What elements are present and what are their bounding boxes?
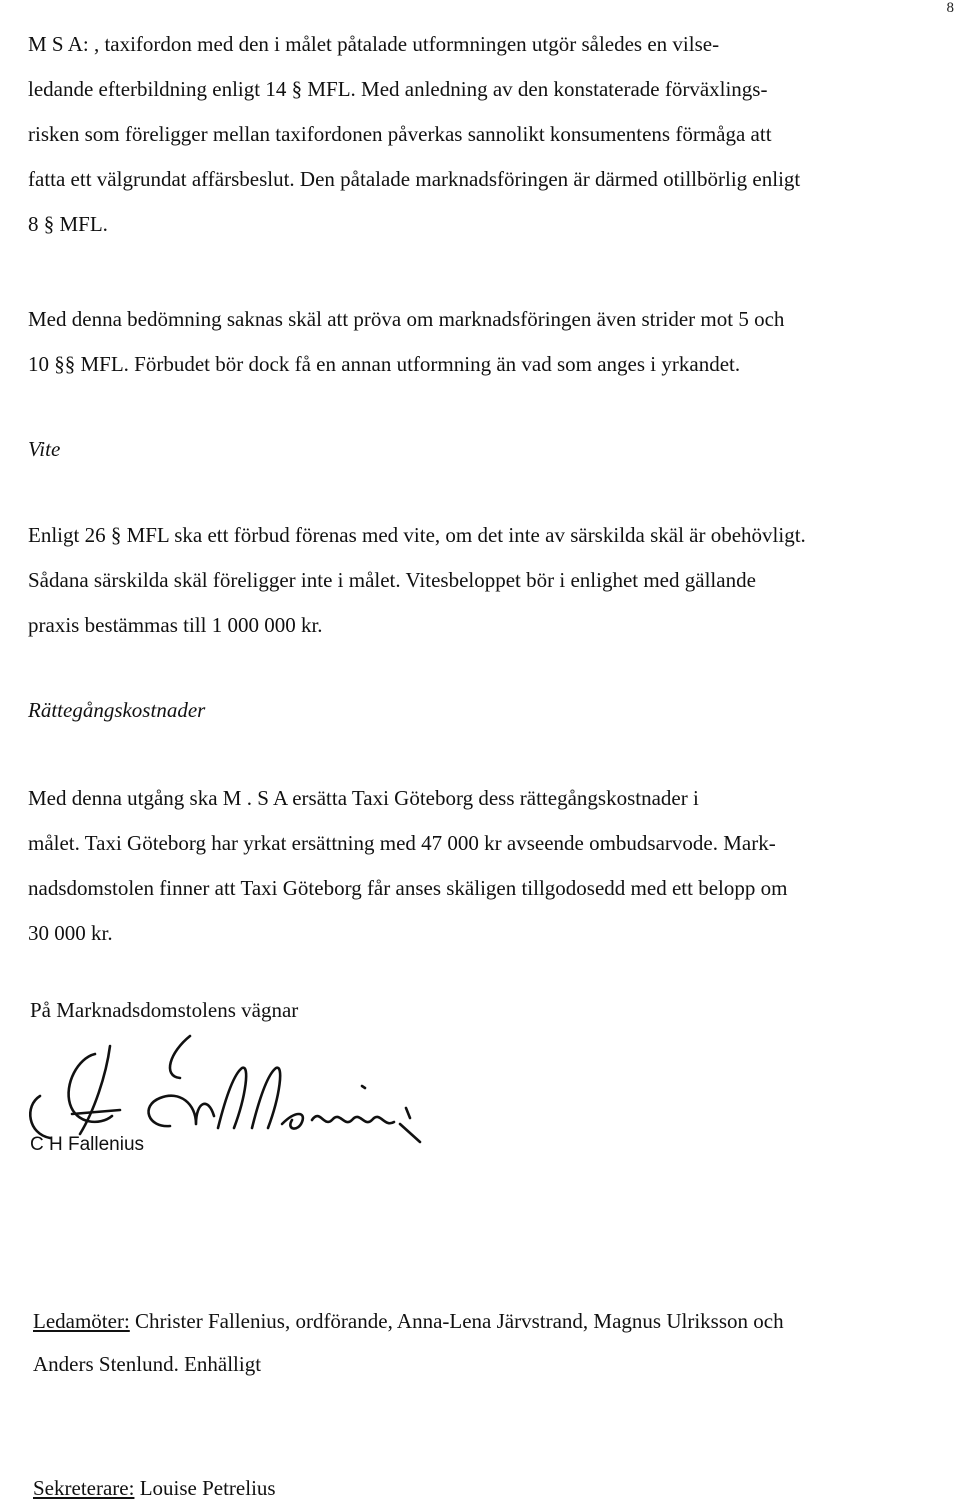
text-line: risken som föreligger mellan taxifordonen påverkas sannolikt konsumentens förmåga att xyxy=(28,122,772,146)
text-line: fatta ett välgrundat affärsbeslut. Den påtalade marknadsföringen är därmed otillbörlig enligt xyxy=(28,167,801,191)
text-line: Med denna bedömning saknas skäl att pröva om marknadsföringen även strider mot 5 och xyxy=(28,307,785,331)
text-line: Sådana särskilda skäl föreligger inte i målet. Vitesbeloppet bör i enlighet med gällande xyxy=(28,568,756,592)
text-line: 10 §§ MFL. Förbudet bör dock få en annan utformning än vad som anges i yrkandet. xyxy=(28,352,741,376)
members-line-2: Anders Stenlund. Enhälligt xyxy=(33,1352,262,1376)
text-line: målet. Taxi Göteborg har yrkat ersättning med 47 000 kr avseende ombudsarvode. Mark- xyxy=(28,831,776,855)
signature-label: På Marknadsdomstolens vägnar xyxy=(30,998,299,1022)
text-line: nadsdomstolen finner att Taxi Göteborg får anses skäligen tillgodosedd med ett belopp om xyxy=(28,876,788,900)
paragraph-infringement xyxy=(28,22,938,247)
paragraph-penalty xyxy=(28,513,938,648)
text-line: praxis bestämmas till 1 000 000 kr. xyxy=(28,613,323,637)
secretary-label: Sekreterare: xyxy=(33,1476,135,1500)
text-line: Med denna utgång ska M . S A ersätta Taxi Göteborg dess rättegångskostnader i xyxy=(28,786,699,810)
members-line xyxy=(33,1300,784,1343)
text-line: ledande efterbildning enligt 14 § MFL. Med anledning av den konstaterade förväxlings- xyxy=(28,77,768,101)
handwritten-signature xyxy=(20,1016,430,1146)
text-line: M S A: , taxifordon med den i målet påtalade utformningen utgör således en vilse- xyxy=(28,32,720,56)
signature-block xyxy=(20,998,440,1178)
members-label: Ledamöter: xyxy=(33,1309,130,1333)
text-line: Enligt 26 § MFL ska ett förbud förenas med vite, om det inte av särskilda skäl är obehövligt. xyxy=(28,523,806,547)
signatory-name: C H Fallenius xyxy=(30,1134,145,1155)
members-names: Christer Fallenius, ordförande, Anna-Lena Järvstrand, Magnus Ulriksson och xyxy=(129,1309,784,1333)
text-line: 8 § MFL. xyxy=(28,212,108,236)
secretary-name: Louise Petrelius xyxy=(134,1476,276,1500)
secretary-section xyxy=(33,1476,276,1501)
text-line: 30 000 kr. xyxy=(28,921,113,945)
paragraph-costs xyxy=(28,776,938,956)
members-section xyxy=(33,1300,784,1386)
paragraph-assessment xyxy=(28,297,938,387)
heading-litigation-costs: Rättegångskostnader xyxy=(28,698,206,722)
heading-vite: Vite xyxy=(28,437,61,461)
page-number: 8 xyxy=(946,0,954,16)
